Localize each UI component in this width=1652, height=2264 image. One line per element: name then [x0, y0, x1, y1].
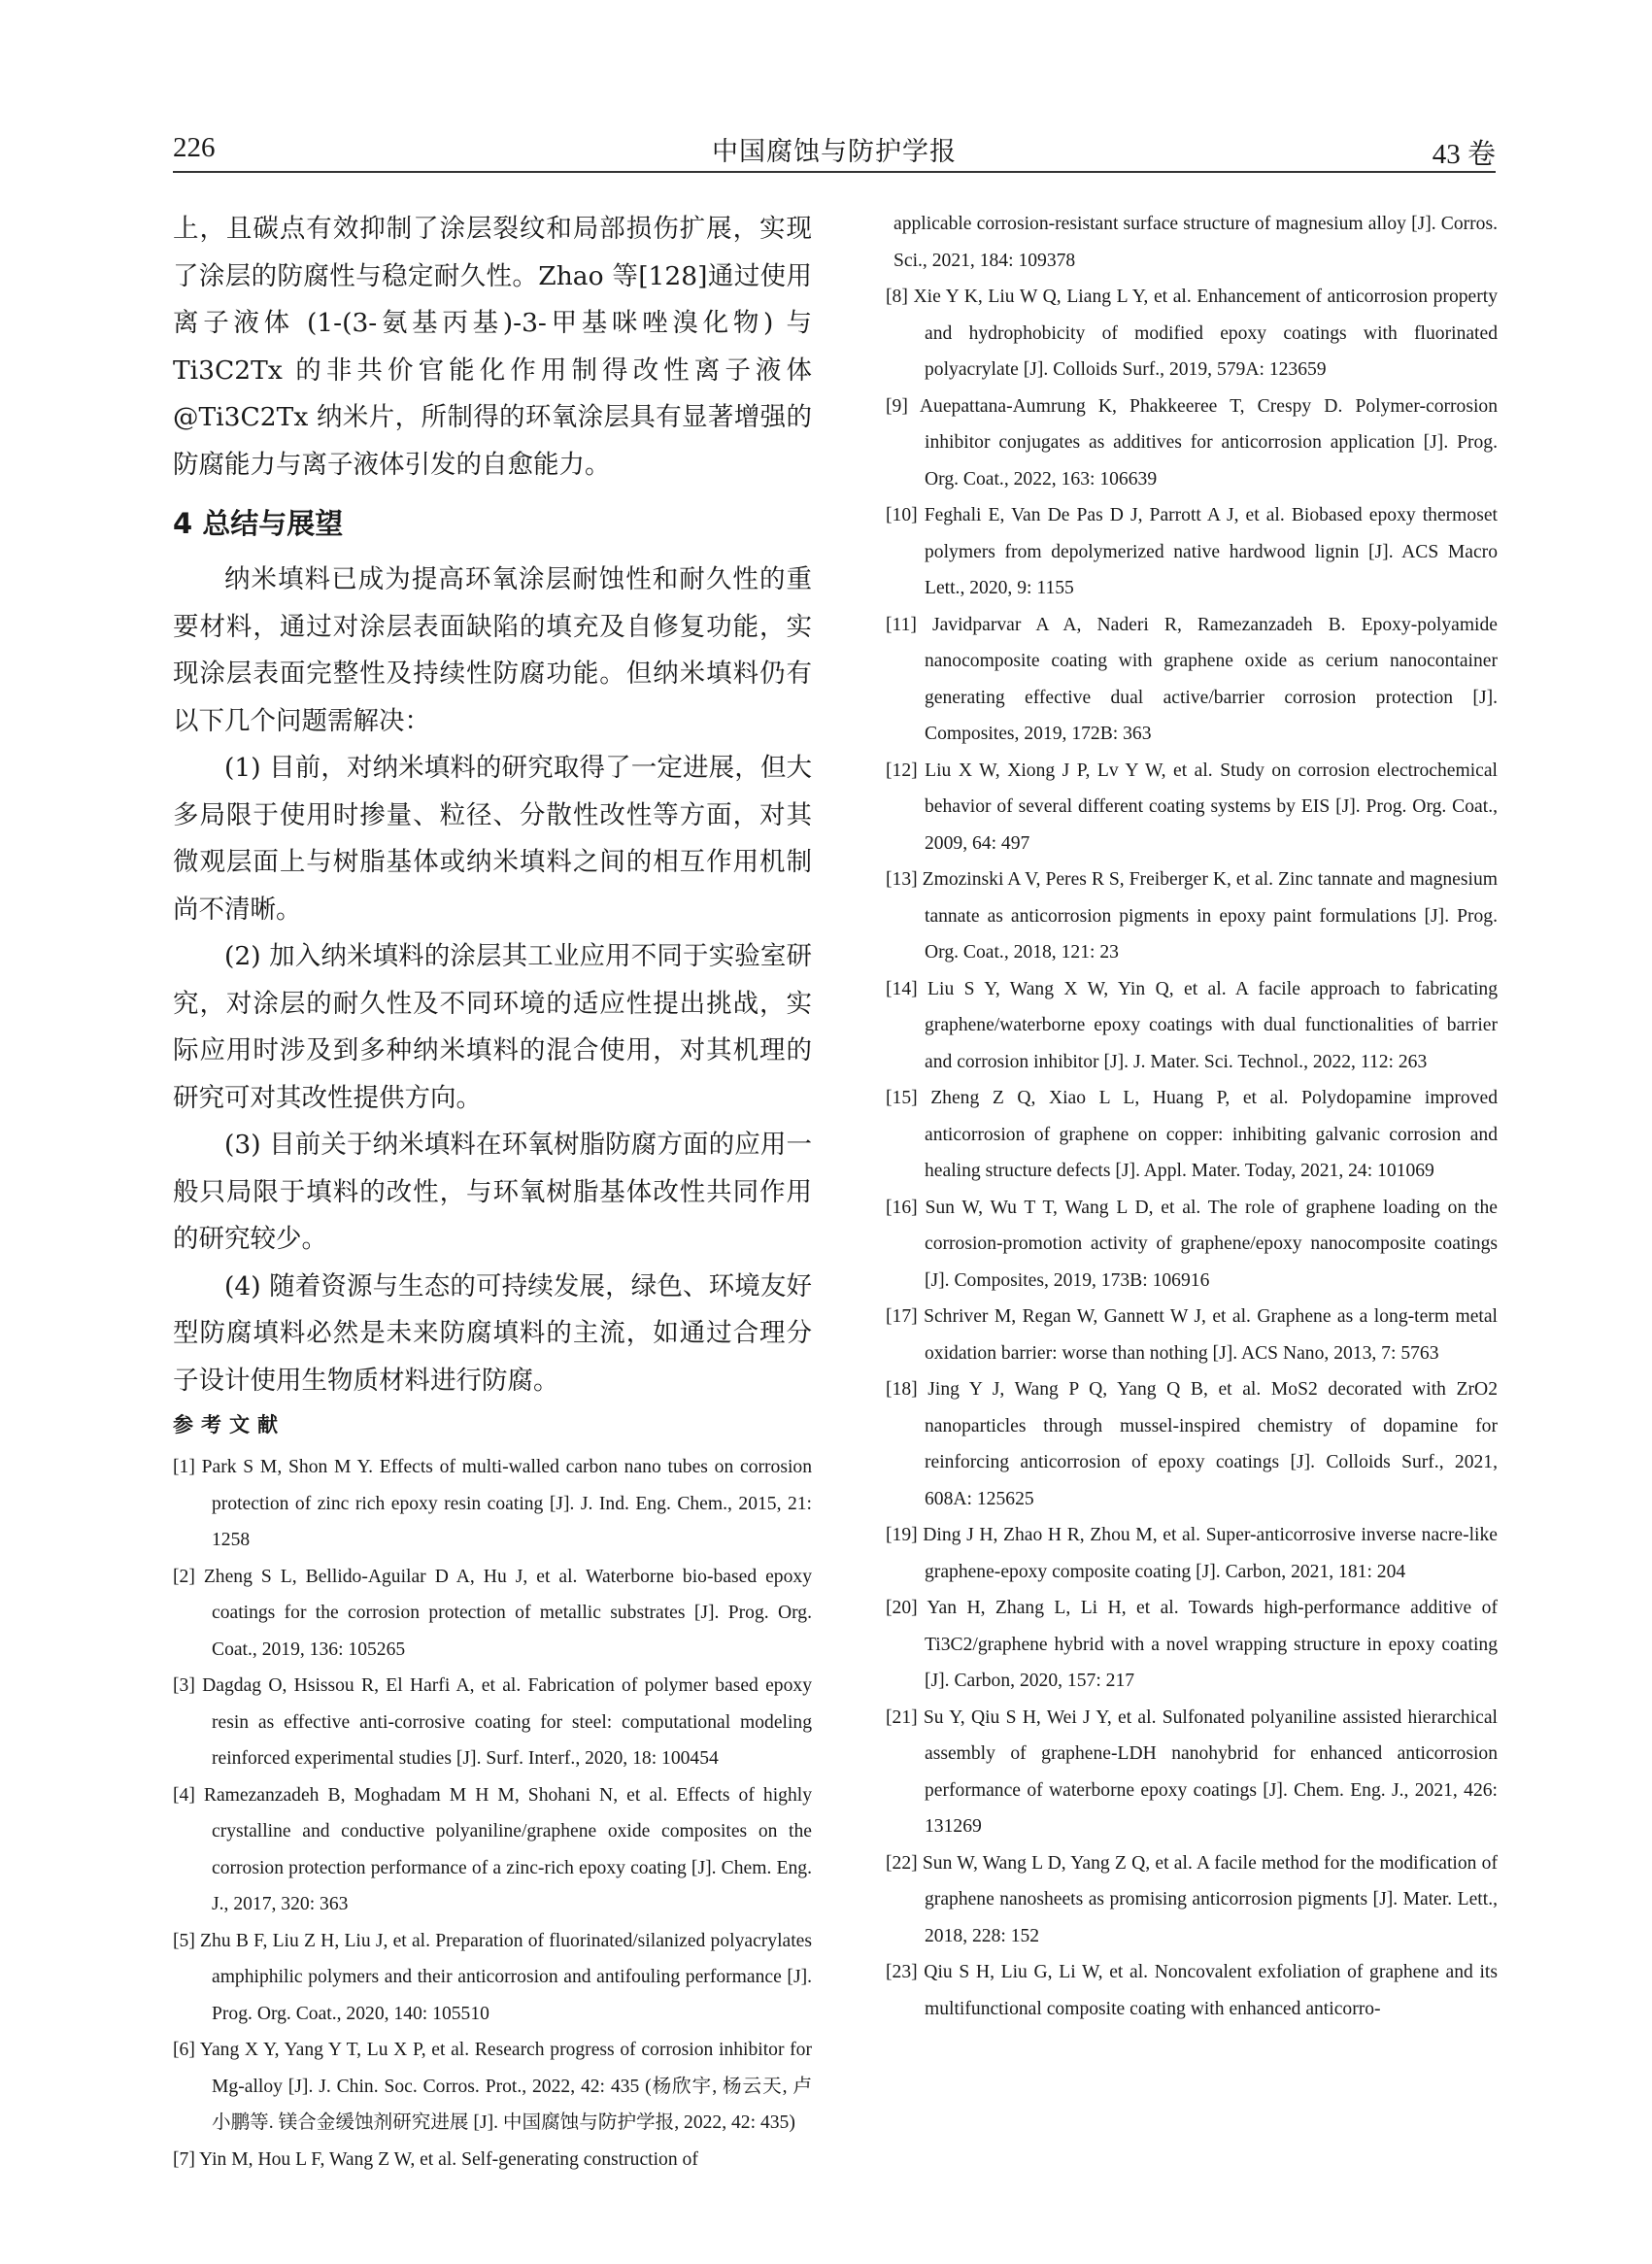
reference-item: [10] Feghali E, Van De Pas D J, Parrott A J, et al. Biobased epoxy thermoset polymers from depolymerized native hardwood lignin [J]. ACS Macro Lett., 2020, 9: 1155 — [886, 505, 1498, 598]
reference-item: [12] Liu X W, Xiong J P, Lv Y W, et al. Study on corrosion electrochemical behavior of several different coating systems by EIS [J]. Prog. Org. Coat., 2009, 64: 497 — [886, 760, 1498, 854]
reference-item: [11] Javidparvar A A, Naderi R, Ramezanzadeh B. Epoxy-polyamide nanocomposite coating with graphene oxide as cerium nanocontainer generating effective dual active/barrier corrosion protection [J]. Composites, 2019, 172B: 363 — [886, 614, 1498, 744]
page-header — [173, 124, 1496, 173]
reference-continuation: applicable corrosion-resistant surface structure of magnesium alloy [J]. Corros. Sci., 2021, 184: 109378 — [893, 214, 1498, 271]
reference-item: [1] Park S M, Shon M Y. Effects of multi-walled carbon nano tubes on corrosion protection of zinc rich epoxy resin coating [J]. J. Ind. Eng. Chem., 2015, 21: 1258 — [173, 1457, 812, 1550]
journal-title: 中国腐蚀与防护学报 — [712, 137, 957, 167]
reference-item: [5] Zhu B F, Liu Z H, Liu J, et al. Preparation of fluorinated/silanized polyacrylates amphiphilic polymers and their anticorrosion and antifouling performance [J]. Prog. Org. Coat., 2020, 140: 105510 — [173, 1930, 812, 2024]
reference-item: [20] Yan H, Zhang L, Li H, et al. Towards high-performance additive of Ti3C2/graphene hybrid with a novel wrapping structure in epoxy coating [J]. Carbon, 2020, 157: 217 — [886, 1598, 1498, 1691]
reference-item: [17] Schriver M, Regan W, Gannett W J, et al. Graphene as a long-term metal oxidation barrier: worse than nothing [J]. ACS Nano, 2013, 7: 5763 — [886, 1306, 1498, 1364]
reference-item: [22] Sun W, Wang L D, Yang Z Q, et al. A facile method for the modification of graphene nanosheets as promising anticorrosion pigments [J]. Mater. Lett., 2018, 228: 152 — [886, 1852, 1498, 1946]
reference-item: [23] Qiu S H, Liu G, Li W, et al. Noncovalent exfoliation of graphene and its multifunctional composite coating with enhanced anticorro- — [886, 1962, 1498, 2019]
reference-item: [13] Zmozinski A V, Peres R S, Freiberger K, et al. Zinc tannate and magnesium tannate as anticorrosion pigments in epoxy paint formulations [J]. Prog. Org. Coat., 2018, 121: 23 — [886, 869, 1498, 963]
point-4: (4) 随着资源与生态的可持续发展，绿色、环境友好型防腐填料必然是未来防腐填料的主流，如通过合理分子设计使用生物质材料进行防腐。 — [173, 1270, 812, 1396]
section-heading: 4 总结与展望 — [173, 507, 344, 540]
point-1: (1) 目前，对纳米填料的研究取得了一定进展，但大多局限于使用时掺量、粒径、分散性改性等方面，对其微观层面上与树脂基体或纳米填料之间的相互作用机制尚不清晰。 — [173, 753, 812, 925]
page-number: 226 — [173, 132, 216, 163]
reference-item: [6] Yang X Y, Yang Y T, Lu X P, et al. Research progress of corrosion inhibitor for Mg-alloy [J]. J. Chin. Soc. Corros. Prot., 2022, 42: 435 (杨欣宇, 杨云天, 卢小鹏等. 镁合金缓蚀剂研究进展 [J]. 中国腐蚀与防护学报, 2022, 42: 435) — [173, 2040, 812, 2133]
references-title: 参考文献 — [173, 1413, 286, 1436]
reference-item: [3] Dagdag O, Hsissou R, El Harfi A, et al. Fabrication of polymer based epoxy resin as effective anti-corrosive coating for steel: computational modeling reinforced experimental studies [J]. Surf. Interf., 2020, 18: 100454 — [173, 1675, 812, 1769]
reference-item: [18] Jing Y J, Wang P Q, Yang Q B, et al. MoS2 decorated with ZrO2 nanoparticles through mussel-inspired chemistry of dopamine for reinforcing anticorrosion of epoxy coatings [J]. Colloids Surf., 2021, 608A: 125625 — [886, 1379, 1498, 1509]
point-3: (3) 目前关于纳米填料在环氧树脂防腐方面的应用一般只局限于填料的改性，与环氧树脂基体改性共同作用的研究较少。 — [173, 1130, 812, 1254]
summary-paragraph: 纳米填料已成为提高环氧涂层耐蚀性和耐久性的重要材料，通过对涂层表面缺陷的填充及自修复功能，实现涂层表面完整性及持续性防腐功能。但纳米填料仍有以下几个问题需解决： — [173, 564, 812, 736]
reference-item: [15] Zheng Z Q, Xiao L L, Huang P, et al. Polydopamine improved anticorrosion of graphene on copper: inhibiting galvanic corrosion and healing structure defects [J]. Appl. Mater. Today, 2021, 24: 101069 — [886, 1088, 1498, 1181]
reference-item: [9] Auepattana-Aumrung K, Phakkeeree T, Crespy D. Polymer-corrosion inhibitor conjugates as additives for anticorrosion application [J]. Prog. Org. Coat., 2022, 163: 106639 — [886, 395, 1498, 490]
volume-label: 43 卷 — [1432, 139, 1496, 170]
reference-item: [14] Liu S Y, Wang X W, Yin Q, et al. A facile approach to fabricating graphene/waterborne epoxy coatings with dual functionalities of barrier and corrosion inhibitor [J]. J. Mater. Sci. Technol., 2022, 112: 263 — [886, 978, 1498, 1072]
intro-paragraph: 上，且碳点有效抑制了涂层裂纹和局部损伤扩展，实现了涂层的防腐性与稳定耐久性。Zhao 等[128]通过使用离子液体 (1-(3-氨基丙基)-3-甲基咪唑溴化物) 与 Ti3C2Tx 的非共价官能化作用制得改性离子液体@Ti3C2Tx 纳米片，所制得的环氧涂层具有显著增强的防腐能力与离子液体引发的自愈能力。 — [173, 214, 812, 480]
reference-item: [4] Ramezanzadeh B, Moghadam M H M, Shohani N, et al. Effects of highly crystalline and conductive polyaniline/graphene oxide composites on the corrosion protection performance of a zinc-rich epoxy coating [J]. Chem. Eng. J., 2017, 320: 363 — [173, 1784, 812, 1914]
reference-item: [2] Zheng S L, Bellido-Aguilar D A, Hu J, et al. Waterborne bio-based epoxy coatings for the corrosion protection of metallic substrates [J]. Prog. Org. Coat., 2019, 136: 105265 — [173, 1566, 812, 1660]
reference-item: [21] Su Y, Qiu S H, Wei J Y, et al. Sulfonated polyaniline assisted hierarchical assembly of graphene-LDH nanohybrid for enhanced anticorrosion performance of waterborne epoxy coatings [J]. Chem. Eng. J., 2021, 426: 131269 — [886, 1706, 1498, 1837]
right-column — [886, 206, 1498, 2027]
reference-item: [7] Yin M, Hou L F, Wang Z W, et al. Self-generating construction of — [173, 2148, 698, 2170]
reference-item: [19] Ding J H, Zhao H R, Zhou M, et al. Super-anticorrosive inverse nacre-like graphene-epoxy composite coating [J]. Carbon, 2021, 181: 204 — [886, 1525, 1498, 1582]
reference-item: [8] Xie Y K, Liu W Q, Liang L Y, et al. Enhancement of anticorrosion property and hydrophobicity of modified epoxy coatings with fluorinated polyacrylate [J]. Colloids Surf., 2019, 579A: 123659 — [886, 287, 1498, 380]
point-2: (2) 加入纳米填料的涂层其工业应用不同于实验室研究，对涂层的耐久性及不同环境的适应性提出挑战，实际应用时涉及到多种纳米填料的混合使用，对其机理的研究可对其改性提供方向。 — [173, 941, 812, 1113]
reference-item: [16] Sun W, Wu T T, Wang L D, et al. The role of graphene loading on the corrosion-promotion activity of graphene/epoxy nanocomposite coatings [J]. Composites, 2019, 173B: 106916 — [886, 1197, 1498, 1291]
left-column — [173, 206, 812, 2178]
